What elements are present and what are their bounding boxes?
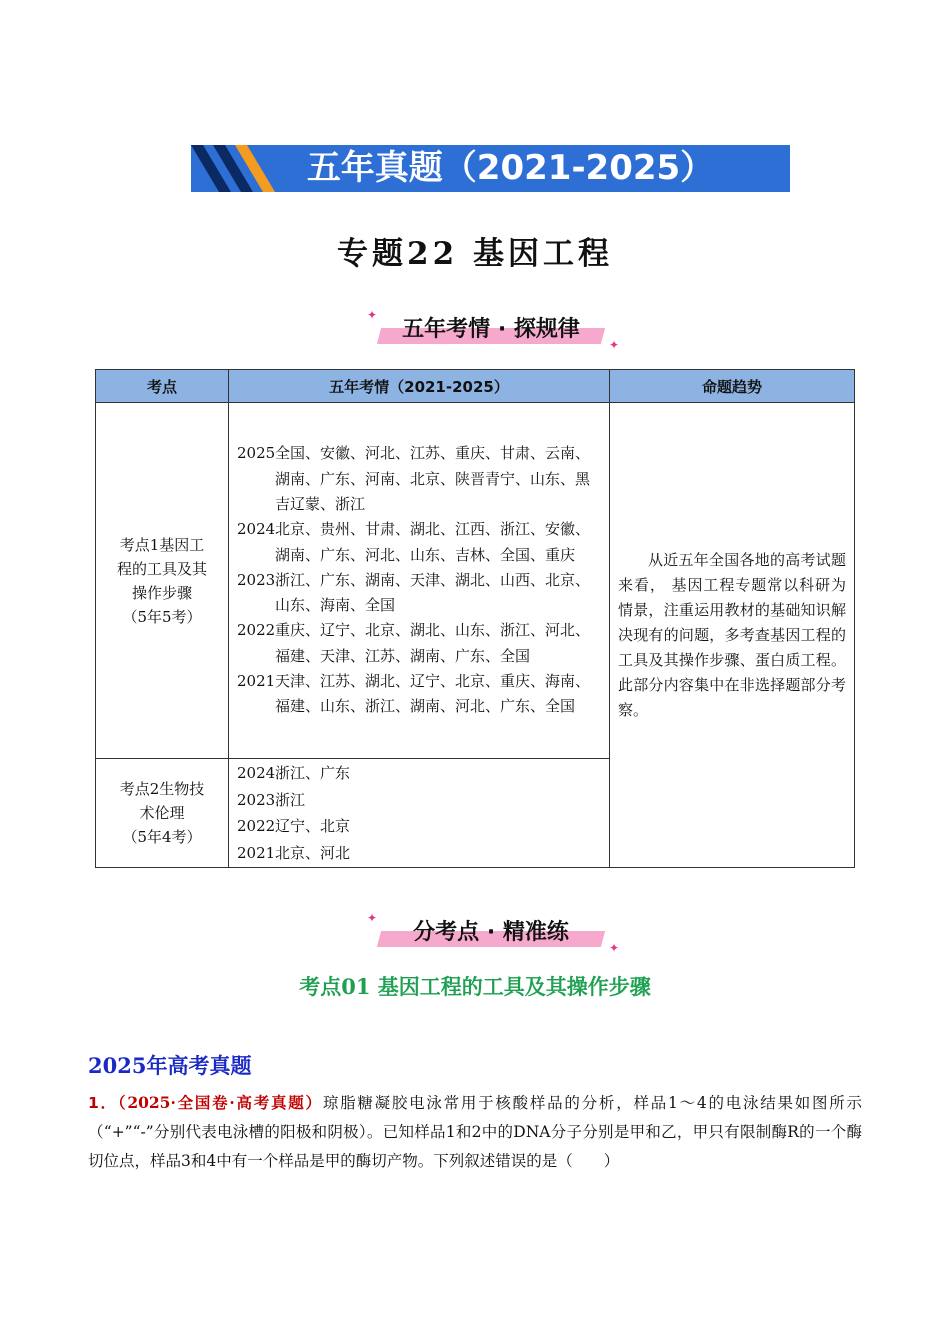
topic-cell <box>96 759 229 868</box>
ribbon-label: 分考点 · 精准练 <box>413 920 569 945</box>
year-heading: 2025年高考真题 <box>88 1053 252 1078</box>
topic-line: 术伦理 <box>139 804 185 822</box>
year-places: 重庆、辽宁、北京、湖北、山东、浙江、河北、福建、天津、江苏、湖南、广东、全国 <box>275 621 591 665</box>
year-label: 2024 <box>237 764 276 782</box>
year-entry <box>237 568 601 619</box>
exam-analysis-table <box>95 369 855 868</box>
year-places: 辽宁、北京 <box>275 817 351 835</box>
year-entry <box>237 618 601 669</box>
year-places: 全国、安徽、河北、江苏、重庆、甘肃、云南、湖南、广东、河南、北京、陕晋青宁、山东、黑吉辽蒙、浙江 <box>275 444 591 513</box>
year-entry <box>237 760 601 787</box>
title-banner <box>191 145 790 192</box>
topic-line: 考点1基因工 <box>119 535 205 554</box>
topic-line: 程的工具及其 <box>116 559 207 578</box>
year-label: 2021 <box>237 672 276 691</box>
topic-cell <box>96 403 229 759</box>
year-entry <box>237 669 601 720</box>
topic-line: 考点2生物技 <box>119 780 205 798</box>
topic-line: （5年4考） <box>122 828 202 846</box>
year-places: 浙江、广东 <box>275 764 351 782</box>
year-entry <box>237 840 601 867</box>
section-title: 考点01 基因工程的工具及其操作步骤 <box>299 974 651 999</box>
year-label: 2023 <box>237 790 276 809</box>
question-text: 琼脂糖凝胶电泳常用于核酸样品的分析，样品1～4的电泳结果如图所示（“+”“-”分别代表电泳槽的阳极和阴极）。已知样品1和2中的DNA分子分别是甲和乙，甲只有限制酶R的一个酶切位点，样品3和4中有一个样品是甲的酶切产物。下列叙述错误的是（ ） <box>88 1094 863 1170</box>
topic-line: （5年5考） <box>122 607 202 626</box>
question-number: 1． <box>88 1094 118 1112</box>
sparkle-icon: ✦ <box>608 338 619 352</box>
year-places: 浙江 <box>275 790 306 809</box>
history-cell <box>229 759 610 868</box>
year-places: 天津、江苏、湖北、辽宁、北京、重庆、海南、福建、山东、浙江、湖南、河北、广东、全国 <box>275 672 591 716</box>
sparkle-icon: ✦ <box>608 941 619 955</box>
sparkle-icon: ✦ <box>367 911 378 925</box>
year-entry <box>237 787 601 814</box>
question-source: （2025·全国卷·高考真题） <box>117 1093 323 1112</box>
ribbon-heading-practice <box>361 909 621 957</box>
year-label: 2024 <box>237 520 276 539</box>
year-entry <box>237 441 601 517</box>
page-title: 专题22 基因工程 <box>337 236 613 272</box>
sparkle-icon: ✦ <box>367 308 378 322</box>
banner-title: 五年真题（2021-2025） <box>306 148 715 188</box>
year-label: 2023 <box>237 570 276 589</box>
ribbon-heading-trends <box>361 306 621 354</box>
header-topic: 考点 <box>96 370 229 403</box>
year-label: 2022 <box>237 817 276 835</box>
ribbon-label: 五年考情 · 探规律 <box>402 317 580 342</box>
question-1 <box>88 1088 862 1176</box>
trend-text: 从近五年全国各地的高考试题来看， 基因工程专题常以科研为情景，注重运用教材的基础知识解决现有的问题，多考查基因工程的工具及其操作步骤、蛋白质工程。此部分内容集中在非选择题部分考察。 <box>618 550 846 719</box>
year-entry <box>237 517 601 568</box>
year-label: 2022 <box>237 621 276 640</box>
year-places: 北京、贵州、甘肃、湖北、江西、浙江、安徽、湖南、广东、河北、山东、吉林、全国、重庆 <box>275 520 591 564</box>
year-label: 2021 <box>237 843 276 862</box>
year-entry <box>237 813 601 840</box>
history-cell <box>229 403 610 759</box>
year-places: 浙江、广东、湖南、天津、湖北、山西、北京、山东、海南、全国 <box>275 570 591 615</box>
year-places: 北京、河北 <box>275 843 351 862</box>
trend-cell <box>610 403 855 868</box>
topic-line: 操作步骤 <box>131 583 192 602</box>
header-history: 五年考情（2021-2025） <box>229 370 610 403</box>
year-label: 2025 <box>237 444 276 463</box>
header-trend: 命题趋势 <box>610 370 855 403</box>
